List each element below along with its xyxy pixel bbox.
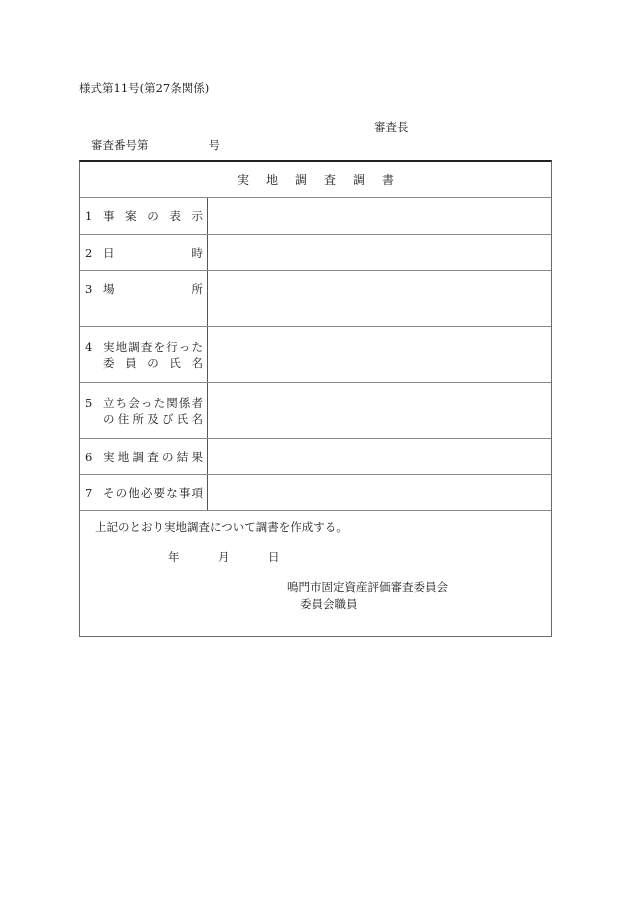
table-title: 実地調査調書 bbox=[80, 162, 551, 198]
label-text: 事 案 の 表 示 bbox=[103, 209, 203, 223]
row-label: 7 そ の 他 必 要 な 事 項 bbox=[80, 475, 208, 510]
row-label: 1 事 案 の 表 示 bbox=[80, 198, 208, 234]
date-year: 年 bbox=[168, 550, 180, 564]
label-text: 実 地 調 査 の 結 果 bbox=[103, 450, 203, 464]
table-row-attendees bbox=[80, 383, 551, 439]
attendees-value[interactable] bbox=[208, 383, 551, 438]
date-line bbox=[168, 549, 280, 565]
label-text: 実 地 調 査 を 行 っ た bbox=[103, 340, 203, 354]
date-day: 日 bbox=[268, 550, 280, 564]
table-row-other bbox=[80, 475, 551, 511]
case-value[interactable] bbox=[208, 198, 551, 234]
date-month: 月 bbox=[218, 550, 230, 564]
number-prefix: 審査番号第 bbox=[91, 138, 149, 152]
row-label: 5 立 ち 会 っ た 関 係 者 の 住 所 及 び 氏 名 bbox=[80, 383, 208, 438]
committee-name: 鳴門市固定資産評価審査委員会 bbox=[287, 580, 448, 594]
result-value[interactable] bbox=[208, 439, 551, 474]
label-text: 立 ち 会 っ た 関 係 者 bbox=[103, 396, 203, 410]
label-text: の 住 所 及 び 氏 名 bbox=[103, 412, 203, 426]
review-number-line bbox=[91, 137, 220, 153]
table-row-case bbox=[80, 198, 551, 235]
location-value[interactable] bbox=[208, 271, 551, 326]
row-label: 2 日 時 bbox=[80, 235, 208, 270]
staff-title: 委員会職員 bbox=[300, 597, 358, 611]
label-text: 委 員 の 氏 名 bbox=[103, 356, 203, 370]
table-row-datetime bbox=[80, 235, 551, 271]
other-value[interactable] bbox=[208, 475, 551, 510]
table-row-location bbox=[80, 271, 551, 327]
certification-statement: 上記のとおり実地調査について調書を作成する。 bbox=[95, 520, 348, 534]
number-suffix: 号 bbox=[208, 138, 220, 152]
members-value[interactable] bbox=[208, 327, 551, 382]
datetime-value[interactable] bbox=[208, 235, 551, 270]
label-text: そ の 他 必 要 な 事 項 bbox=[103, 486, 203, 500]
row-label: 3 場 所 bbox=[80, 271, 208, 326]
label-text: 日 時 bbox=[103, 246, 203, 260]
table-row-members bbox=[80, 327, 551, 383]
addressee: 審査長 bbox=[374, 120, 409, 134]
label-text: 場 所 bbox=[103, 282, 203, 296]
form-reference: 様式第11号(第27条関係) bbox=[79, 81, 210, 95]
row-label: 6 実 地 調 査 の 結 果 bbox=[80, 439, 208, 474]
certification-block bbox=[80, 511, 551, 636]
inspection-report-table bbox=[79, 160, 552, 637]
row-label: 4 実 地 調 査 を 行 っ た 委 員 の 氏 名 bbox=[80, 327, 208, 382]
table-row-result bbox=[80, 439, 551, 475]
